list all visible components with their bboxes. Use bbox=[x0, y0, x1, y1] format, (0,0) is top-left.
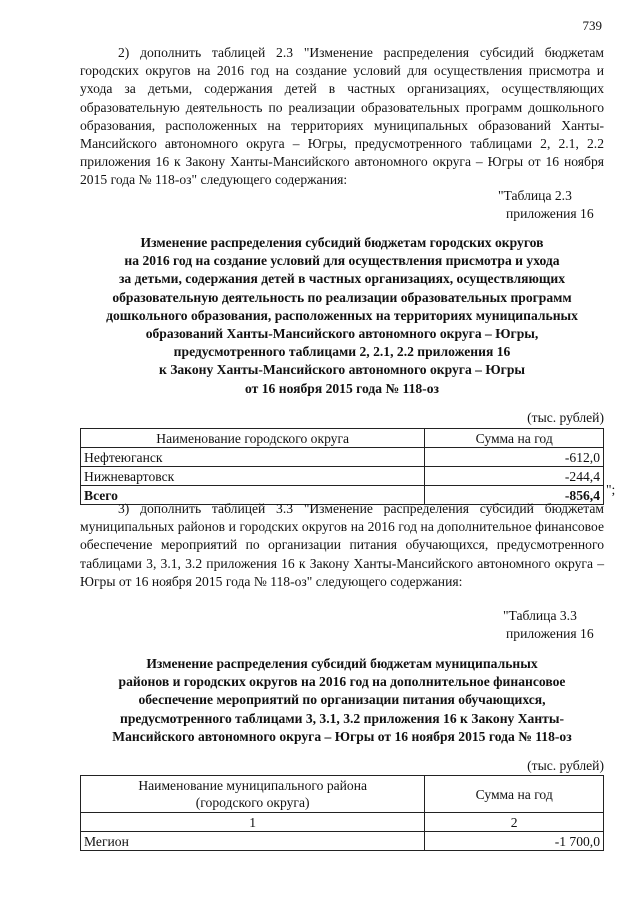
table-title-2-3 bbox=[70, 234, 614, 398]
column-number: 1 bbox=[81, 813, 425, 832]
header-cell-name bbox=[81, 776, 425, 813]
table-row bbox=[81, 448, 604, 467]
table-row bbox=[81, 832, 604, 851]
title-line: предусмотренного таблицами 2, 2.1, 2.2 приложения 16 bbox=[173, 344, 511, 360]
paragraph-2: 2) дополнить таблицей 2.3 "Изменение распределения субсидий бюджетам городских округов на 2016 год на создание условий для осуществления присмотра и ухода за детьми, содержания детей в частных организациях, осуществляющих образовательную деятельность по реализации образовательных программ дошкольного образования, расположенных на территориях муниципальных образований Ханты-Мансийского автономного округа – Югры, предусмотренного таблицами 2, 2.1, 2.2 приложения 16 к Закону Ханты-Мансийского автономного округа – Югры от 16 ноября 2015 года № 118-оз" следующего содержания: bbox=[80, 45, 604, 188]
title-line: Изменение распределения субсидий бюджетам муниципальных bbox=[146, 656, 538, 671]
cell-name: Мегион bbox=[81, 832, 425, 851]
title-line: Изменение распределения субсидий бюджетам городских округов bbox=[140, 235, 544, 250]
cell-sum: -244,4 bbox=[425, 467, 604, 486]
title-line: Мансийского автономного округа – Югры от 16 ноября 2015 года № 118-оз bbox=[112, 728, 572, 744]
table-note-2-3 bbox=[498, 187, 594, 223]
header-line: Наименование муниципального района bbox=[138, 778, 368, 793]
cell-name: Нефтеюганск bbox=[81, 448, 425, 467]
table-note-line: "Таблица 3.3 bbox=[503, 608, 577, 623]
total-label: Всего bbox=[81, 486, 425, 505]
table-2-3 bbox=[80, 428, 604, 505]
header-cell-sum: Сумма на год bbox=[425, 429, 604, 448]
cell-sum: -1 700,0 bbox=[425, 832, 604, 851]
table-3-3 bbox=[80, 775, 604, 851]
cell-sum: -612,0 bbox=[425, 448, 604, 467]
table-note-3-3 bbox=[503, 607, 594, 643]
title-line: образовательную деятельность по реализации образовательных программ bbox=[112, 289, 572, 305]
table-note-line: приложения 16 bbox=[506, 206, 594, 222]
title-line: на 2016 год на создание условий для осуществления присмотра и ухода bbox=[124, 253, 560, 269]
total-sum: -856,4 bbox=[425, 486, 604, 505]
table-note-line: "Таблица 2.3 bbox=[498, 188, 572, 203]
title-line: от 16 ноября 2015 года № 118-оз bbox=[245, 380, 439, 396]
unit-label-2: (тыс. рублей) bbox=[527, 758, 604, 773]
table-header-row bbox=[81, 429, 604, 448]
title-line: образований Ханты-Мансийского автономного округа – Югры, bbox=[145, 326, 539, 342]
closing-quote: "; bbox=[606, 482, 616, 497]
table-number-row bbox=[81, 813, 604, 832]
title-line: к Закону Ханты-Мансийского автономного округа – Югры bbox=[158, 362, 526, 378]
title-line: предусмотренного таблицами 3, 3.1, 3.2 приложения 16 к Закону Ханты- bbox=[120, 710, 564, 726]
table-header-row bbox=[81, 776, 604, 813]
column-number: 2 bbox=[425, 813, 604, 832]
table-title-3-3 bbox=[70, 655, 614, 746]
table-row bbox=[81, 467, 604, 486]
page-number: 739 bbox=[582, 18, 602, 33]
header-cell-sum: Сумма на год bbox=[425, 776, 604, 813]
paragraph-3: 3) дополнить таблицей 3.3 "Изменение распределения субсидий бюджетам муниципальных районов и городских округов на 2016 год на дополнительное финансовое обеспечение мероприятий по организации питания обучающихся, предусмотренного таблицами 3, 3.1, 3.2 приложения 16 к Закону Ханты-Мансийского автономного округа – Югры от 16 ноября 2015 года № 118-оз" следующего содержания: bbox=[80, 501, 604, 589]
title-line: за детьми, содержания детей в частных организациях, осуществляющих bbox=[118, 271, 566, 287]
unit-label-1: (тыс. рублей) bbox=[527, 410, 604, 425]
header-line: (городского округа) bbox=[195, 795, 310, 810]
title-line: обеспечение мероприятий по организации питания обучающихся, bbox=[138, 692, 546, 708]
title-line: дошкольного образования, расположенных на территориях муниципальных bbox=[106, 307, 578, 323]
table-note-line: приложения 16 bbox=[506, 626, 594, 642]
cell-name: Нижневартовск bbox=[81, 467, 425, 486]
header-cell-name: Наименование городского округа bbox=[81, 429, 425, 448]
title-line: районов и городских округов на 2016 год на дополнительное финансовое bbox=[118, 674, 566, 690]
